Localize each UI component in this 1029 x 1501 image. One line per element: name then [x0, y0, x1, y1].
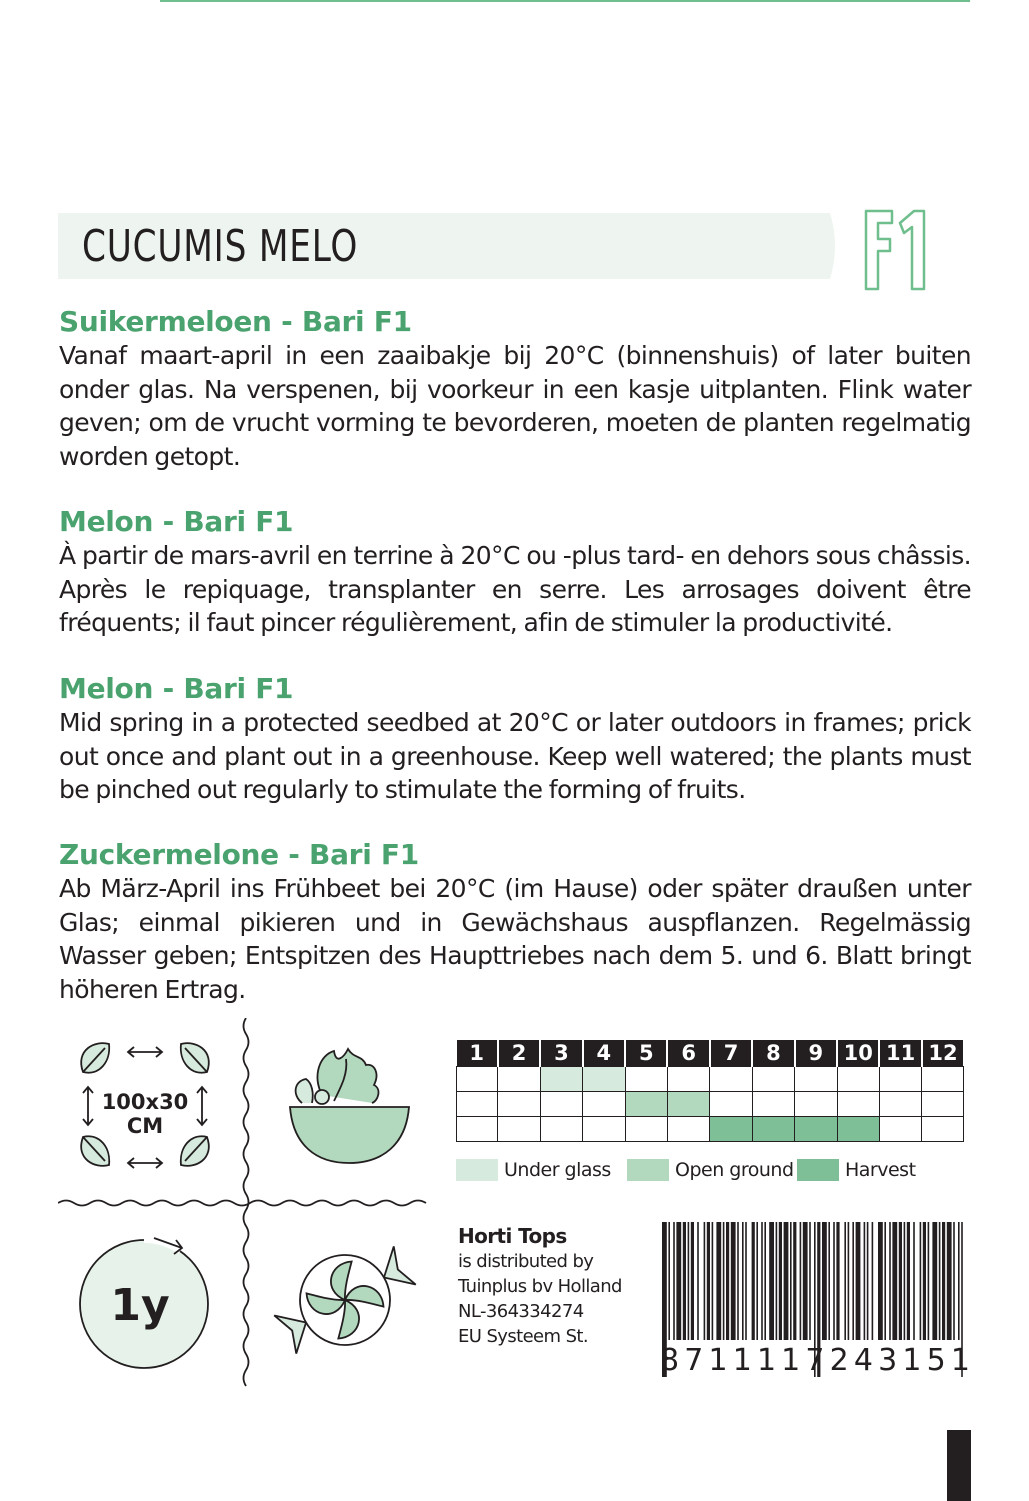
calendar-cell	[879, 1067, 921, 1092]
calendar-cell	[752, 1067, 794, 1092]
calendar-cell	[583, 1067, 625, 1092]
calendar-month-7: 7	[710, 1040, 752, 1067]
calendar-cell	[540, 1067, 582, 1092]
barcode-digit: 7	[684, 1343, 704, 1378]
calendar-month-11: 11	[879, 1040, 921, 1067]
section-french	[59, 505, 971, 640]
barcode-bar	[697, 1222, 699, 1340]
barcode-bar	[947, 1222, 952, 1340]
barcode-bar	[704, 1222, 706, 1340]
calendar-cell	[625, 1092, 667, 1117]
calendar-cell	[837, 1067, 879, 1092]
edge-mark	[947, 1430, 971, 1501]
barcode-bar	[731, 1222, 736, 1340]
section-text: Vanaf maart-april in een zaaibakje bij 20°C (binnenshuis) of later buiten onder glas. Na verspenen, bij voorkeur in een kasje uitplanten. Flink water geven; om de vrucht vorming te bevorderen, moeten de planten regelmatig worden getopt.	[59, 341, 971, 471]
sowing-calendar	[456, 1040, 964, 1142]
barcode-bar	[745, 1222, 747, 1340]
species-name: CUCUMIS MELO	[82, 221, 359, 272]
calendar-cell	[795, 1067, 837, 1092]
barcode-bar	[707, 1222, 710, 1340]
calendar-cell	[710, 1117, 752, 1142]
calendar-month-4: 4	[583, 1040, 625, 1067]
calendar-cell	[540, 1117, 582, 1142]
calendar-cell	[922, 1117, 963, 1142]
barcode-bar	[779, 1222, 782, 1340]
calendar-cell	[837, 1117, 879, 1142]
barcode-bar	[878, 1222, 883, 1340]
calendar-cell	[583, 1092, 625, 1117]
barcode-bar	[836, 1222, 839, 1340]
calendar-month-3: 3	[540, 1040, 582, 1067]
barcode-digit: 3	[878, 1343, 898, 1378]
barcode-digit: 1	[756, 1343, 777, 1378]
section-text: Mid spring in a protected seedbed at 20°C or later outdoors in frames; prick out once and plant out in a greenhouse. Keep well watered; the plants must be pinched out regularly to stimulate the forming of fruits.	[59, 708, 971, 804]
barcode-bar	[723, 1222, 725, 1340]
top-rule	[160, 0, 970, 2]
calendar-cell	[922, 1067, 963, 1092]
barcode-bar	[790, 1222, 792, 1340]
barcode-bar	[889, 1222, 891, 1340]
calendar-month-6: 6	[667, 1040, 709, 1067]
calendar-cell	[922, 1092, 963, 1117]
barcode-bar	[676, 1222, 681, 1340]
barcode-bar	[848, 1222, 850, 1340]
barcode-bar	[899, 1222, 902, 1340]
calendar-cell	[498, 1117, 540, 1142]
distributor-info	[458, 1224, 622, 1349]
calendar-months	[457, 1040, 964, 1067]
barcode-bar	[673, 1222, 675, 1340]
barcode-bar	[907, 1222, 910, 1340]
barcode-bar	[742, 1222, 744, 1340]
calendar-month-10: 10	[837, 1040, 879, 1067]
section-title: Melon - Bari F1	[59, 505, 294, 538]
calendar-month-12: 12	[922, 1040, 963, 1067]
legend-under-glass	[456, 1158, 611, 1182]
barcode-bar	[867, 1222, 869, 1340]
barcode-bar	[953, 1222, 955, 1340]
barcode-bar	[904, 1222, 906, 1340]
calendar-cell	[795, 1092, 837, 1117]
barcode-digit: 1	[902, 1343, 922, 1378]
legend-label: Under glass	[504, 1159, 611, 1181]
barcode-digit: 4	[853, 1343, 873, 1378]
calendar-cell	[710, 1092, 752, 1117]
salad-bowl-icon	[282, 1045, 417, 1170]
barcode-bar	[864, 1222, 866, 1340]
barcode-bar	[884, 1222, 886, 1340]
barcode-digit: 1	[781, 1343, 801, 1378]
barcode-bar	[803, 1222, 808, 1340]
barcode-bar	[844, 1222, 846, 1340]
barcode-digit: 1	[950, 1343, 970, 1378]
calendar-month-8: 8	[752, 1040, 794, 1067]
barcode-bar	[809, 1222, 811, 1340]
distributor-line: is distributed by	[458, 1251, 594, 1272]
spacing-unit: CM	[126, 1114, 164, 1138]
legend-label: Harvest	[845, 1159, 916, 1181]
barcode-bar	[691, 1222, 694, 1340]
distributor-line: Tuinplus bv Holland	[458, 1276, 622, 1297]
barcode-bar	[958, 1222, 960, 1340]
barcode-bar	[872, 1222, 874, 1340]
calendar-row-harvest	[457, 1117, 964, 1142]
calendar-cell	[795, 1117, 837, 1142]
calendar-cell	[625, 1067, 667, 1092]
barcode-bar	[856, 1222, 861, 1340]
section-dutch	[59, 305, 971, 473]
calendar-cell	[540, 1092, 582, 1117]
section-german	[59, 838, 971, 1006]
barcode-digit: 2	[829, 1343, 849, 1378]
calendar-cell	[752, 1092, 794, 1117]
barcode-bar	[716, 1222, 721, 1340]
barcode-bar	[726, 1222, 729, 1340]
calendar-cell	[710, 1067, 752, 1092]
barcode-bar	[756, 1222, 758, 1340]
calendar-month-5: 5	[625, 1040, 667, 1067]
barcode-bar	[923, 1222, 926, 1340]
barcode-number	[660, 1343, 970, 1378]
barcode-bar	[712, 1222, 714, 1340]
calendar-cell	[667, 1117, 709, 1142]
section-text: À partir de mars-avril en terrine à 20°C ou -plus tard- en dehors sous châssis. Après le repiquage, transplanter en serre. Les arrosages doivent être fréquents; il faut pincer régulièrement, afin de stimuler la productivité.	[59, 541, 971, 637]
barcode-bar	[892, 1222, 897, 1340]
calendar-cell	[498, 1067, 540, 1092]
calendar-month-1: 1	[457, 1040, 498, 1067]
barcode-digit: 1	[732, 1343, 752, 1378]
species-banner	[58, 213, 838, 279]
sweet-candy-icon	[270, 1230, 420, 1370]
distributor-line: NL-364334274	[458, 1301, 584, 1322]
calendar-month-2: 2	[498, 1040, 540, 1067]
legend-swatch	[627, 1159, 669, 1181]
legend-swatch	[456, 1159, 498, 1181]
barcode-bar	[668, 1222, 670, 1340]
calendar-cell	[752, 1117, 794, 1142]
legend-swatch	[797, 1159, 839, 1181]
calendar-row-open-ground	[457, 1092, 964, 1117]
barcode-bar	[822, 1222, 827, 1340]
barcode-digit: 8	[660, 1343, 680, 1378]
brand-name: Horti Tops	[458, 1224, 567, 1248]
barcode-bar	[828, 1222, 830, 1340]
section-text: Ab März-April ins Frühbeet bei 20°C (im Hause) oder später draußen unter Glas; einmal pikieren und in Gewächshaus auspflanzen. Regelmässig Wasser geben; Entspitzen des Haupttriebes nach dem 5. und 6. Blatt bringt höheren Ertrag.	[59, 874, 971, 1004]
barcode-digit: 7	[805, 1343, 825, 1378]
calendar-cell	[583, 1117, 625, 1142]
legend-open-ground	[627, 1158, 794, 1182]
legend-harvest	[797, 1158, 916, 1182]
barcode-bar	[852, 1222, 854, 1340]
barcode-bar	[776, 1222, 778, 1340]
section-english	[59, 672, 971, 807]
distributor-line: EU Systeem St.	[458, 1326, 588, 1347]
barcode-bar	[932, 1222, 937, 1340]
barcode-bar	[761, 1222, 763, 1340]
barcode-digit: 5	[926, 1343, 946, 1378]
spacing-value: 100x30	[101, 1090, 189, 1114]
barcode-bar	[769, 1222, 774, 1340]
calendar-cell	[879, 1117, 921, 1142]
calendar-cell	[498, 1092, 540, 1117]
barcode-bar	[939, 1222, 941, 1340]
section-title: Zuckermelone - Bari F1	[59, 838, 419, 871]
barcode-bar	[928, 1222, 930, 1340]
barcode-bar	[942, 1222, 945, 1340]
calendar-grid	[457, 1067, 964, 1142]
legend-label: Open ground	[675, 1159, 794, 1181]
barcode-bar	[737, 1222, 739, 1340]
calendar-cell	[457, 1117, 498, 1142]
calendar-cell	[625, 1117, 667, 1142]
barcode-bar	[920, 1222, 922, 1340]
plant-spacing-label	[100, 1090, 190, 1138]
barcode-bar	[683, 1222, 686, 1340]
calendar-cell	[837, 1092, 879, 1117]
barcode-bar	[833, 1222, 835, 1340]
calendar-cell	[667, 1067, 709, 1092]
wavy-divider-horizontal	[58, 1195, 438, 1211]
calendar-row-under-glass	[457, 1067, 964, 1092]
f1-hybrid-icon	[862, 205, 932, 295]
calendar-cell	[879, 1092, 921, 1117]
barcode-bar	[793, 1222, 796, 1340]
calendar-cell	[457, 1092, 498, 1117]
lifespan-value: 1y	[110, 1280, 170, 1331]
calendar-cell	[457, 1067, 498, 1092]
barcode-bar	[913, 1222, 915, 1340]
barcode-bar	[764, 1222, 766, 1340]
section-title: Melon - Bari F1	[59, 672, 294, 705]
barcode-bar	[688, 1222, 690, 1340]
barcode-bar	[784, 1222, 789, 1340]
barcode-digit: 1	[708, 1343, 728, 1378]
calendar-month-9: 9	[795, 1040, 837, 1067]
calendar-cell	[667, 1092, 709, 1117]
barcode-bar	[752, 1222, 755, 1340]
barcode-bar	[800, 1222, 802, 1340]
section-title: Suikermeloen - Bari F1	[59, 305, 412, 338]
